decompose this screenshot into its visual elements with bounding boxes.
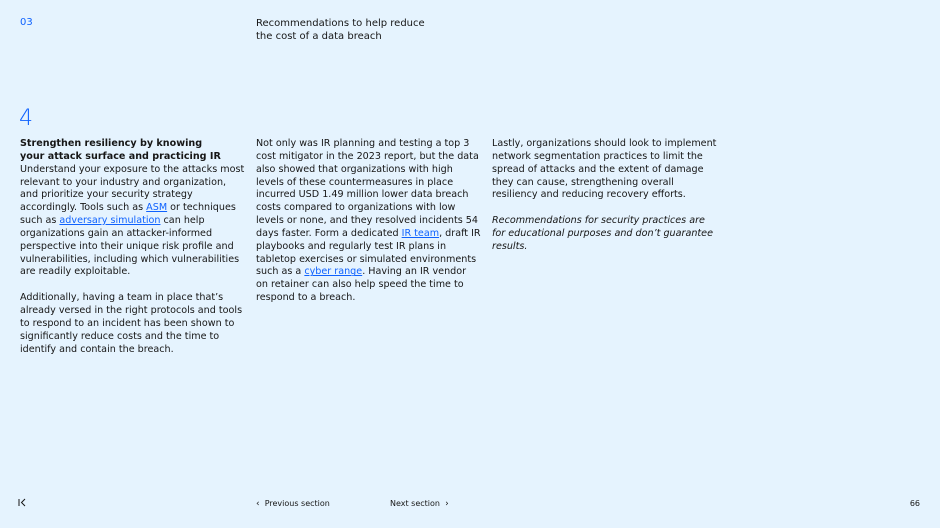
item-number: 4 [19,106,33,131]
col2-paragraph-1 [256,138,481,305]
next-section-label: Next section [390,499,440,508]
col2-text-a: Not only was IR planning and testing a top 3 cost mitigator in the 2023 report, but the data also showed that organizations with high levels of these countermeasures in place incurred USD 1.49 million lower data breach costs compared to organizations with low levels or none, and they resolved incidents 54 days faster. Form a dedicated [256,138,479,239]
chevron-right-icon: › [445,499,449,509]
header-title-line2: the cost of a data breach [256,31,382,42]
col1-text-a: Understand your exposure to the attacks most relevant to your industry and organization, and prioritize your security strategy accordingly. Tools such as [20,163,245,214]
col2-text-b: , draft IR playbooks and regularly test IR plans in tabletop exercises or simulated environments such as a [256,227,481,278]
col1-text-b: or techniques such as [20,202,236,227]
col1-text-c: can help organizations gain an attacker-informed perspective into their unique risk profile and vulnerabilities, including which vulnerabilities are readily exploitable. [20,215,240,278]
ir-team-link[interactable]: IR team [401,227,440,239]
asm-link[interactable]: ASM [146,202,168,214]
col1-paragraph-2: Additionally, having a team in place that’s already versed in the right protocols and tools to respond to an incident has been shown to significantly reduce costs and the time to identify and contain the breach. [20,292,243,355]
col1-paragraph-1 [20,138,245,279]
column-3 [492,138,717,254]
column-1 [20,138,245,356]
col1-heading-line1: Strengthen resiliency by knowing [20,138,203,149]
col3-disclaimer: Recommendations for security practices are for educational purposes and don’t guarantee results. [492,215,713,252]
first-page-icon[interactable] [18,497,27,510]
previous-section-button[interactable] [256,498,330,510]
adversary-simulation-link[interactable]: adversary simulation [59,215,161,227]
first-page-icon-glyph [18,498,27,507]
cyber-range-link[interactable]: cyber range [304,266,363,278]
col1-heading-line2: your attack surface and practicing IR [20,150,221,162]
chevron-left-icon: ‹ [256,499,260,509]
previous-section-label: Previous section [264,499,330,508]
header-title-line1: Recommendations to help reduce [256,18,425,29]
section-number: 03 [20,17,33,28]
col3-paragraph-1: Lastly, organizations should look to implement network segmentation practices to limit the spread of attacks and the extent of damage they can cause, strengthening overall resiliency and reducing recovery efforts. [492,138,717,201]
col2-text-c: . Having an IR vendor on retainer can also help speed the time to respond to a breach. [256,266,467,304]
page-number: 66 [909,499,920,508]
header-title [256,17,456,43]
column-2 [256,138,481,305]
next-section-button[interactable] [390,498,449,510]
